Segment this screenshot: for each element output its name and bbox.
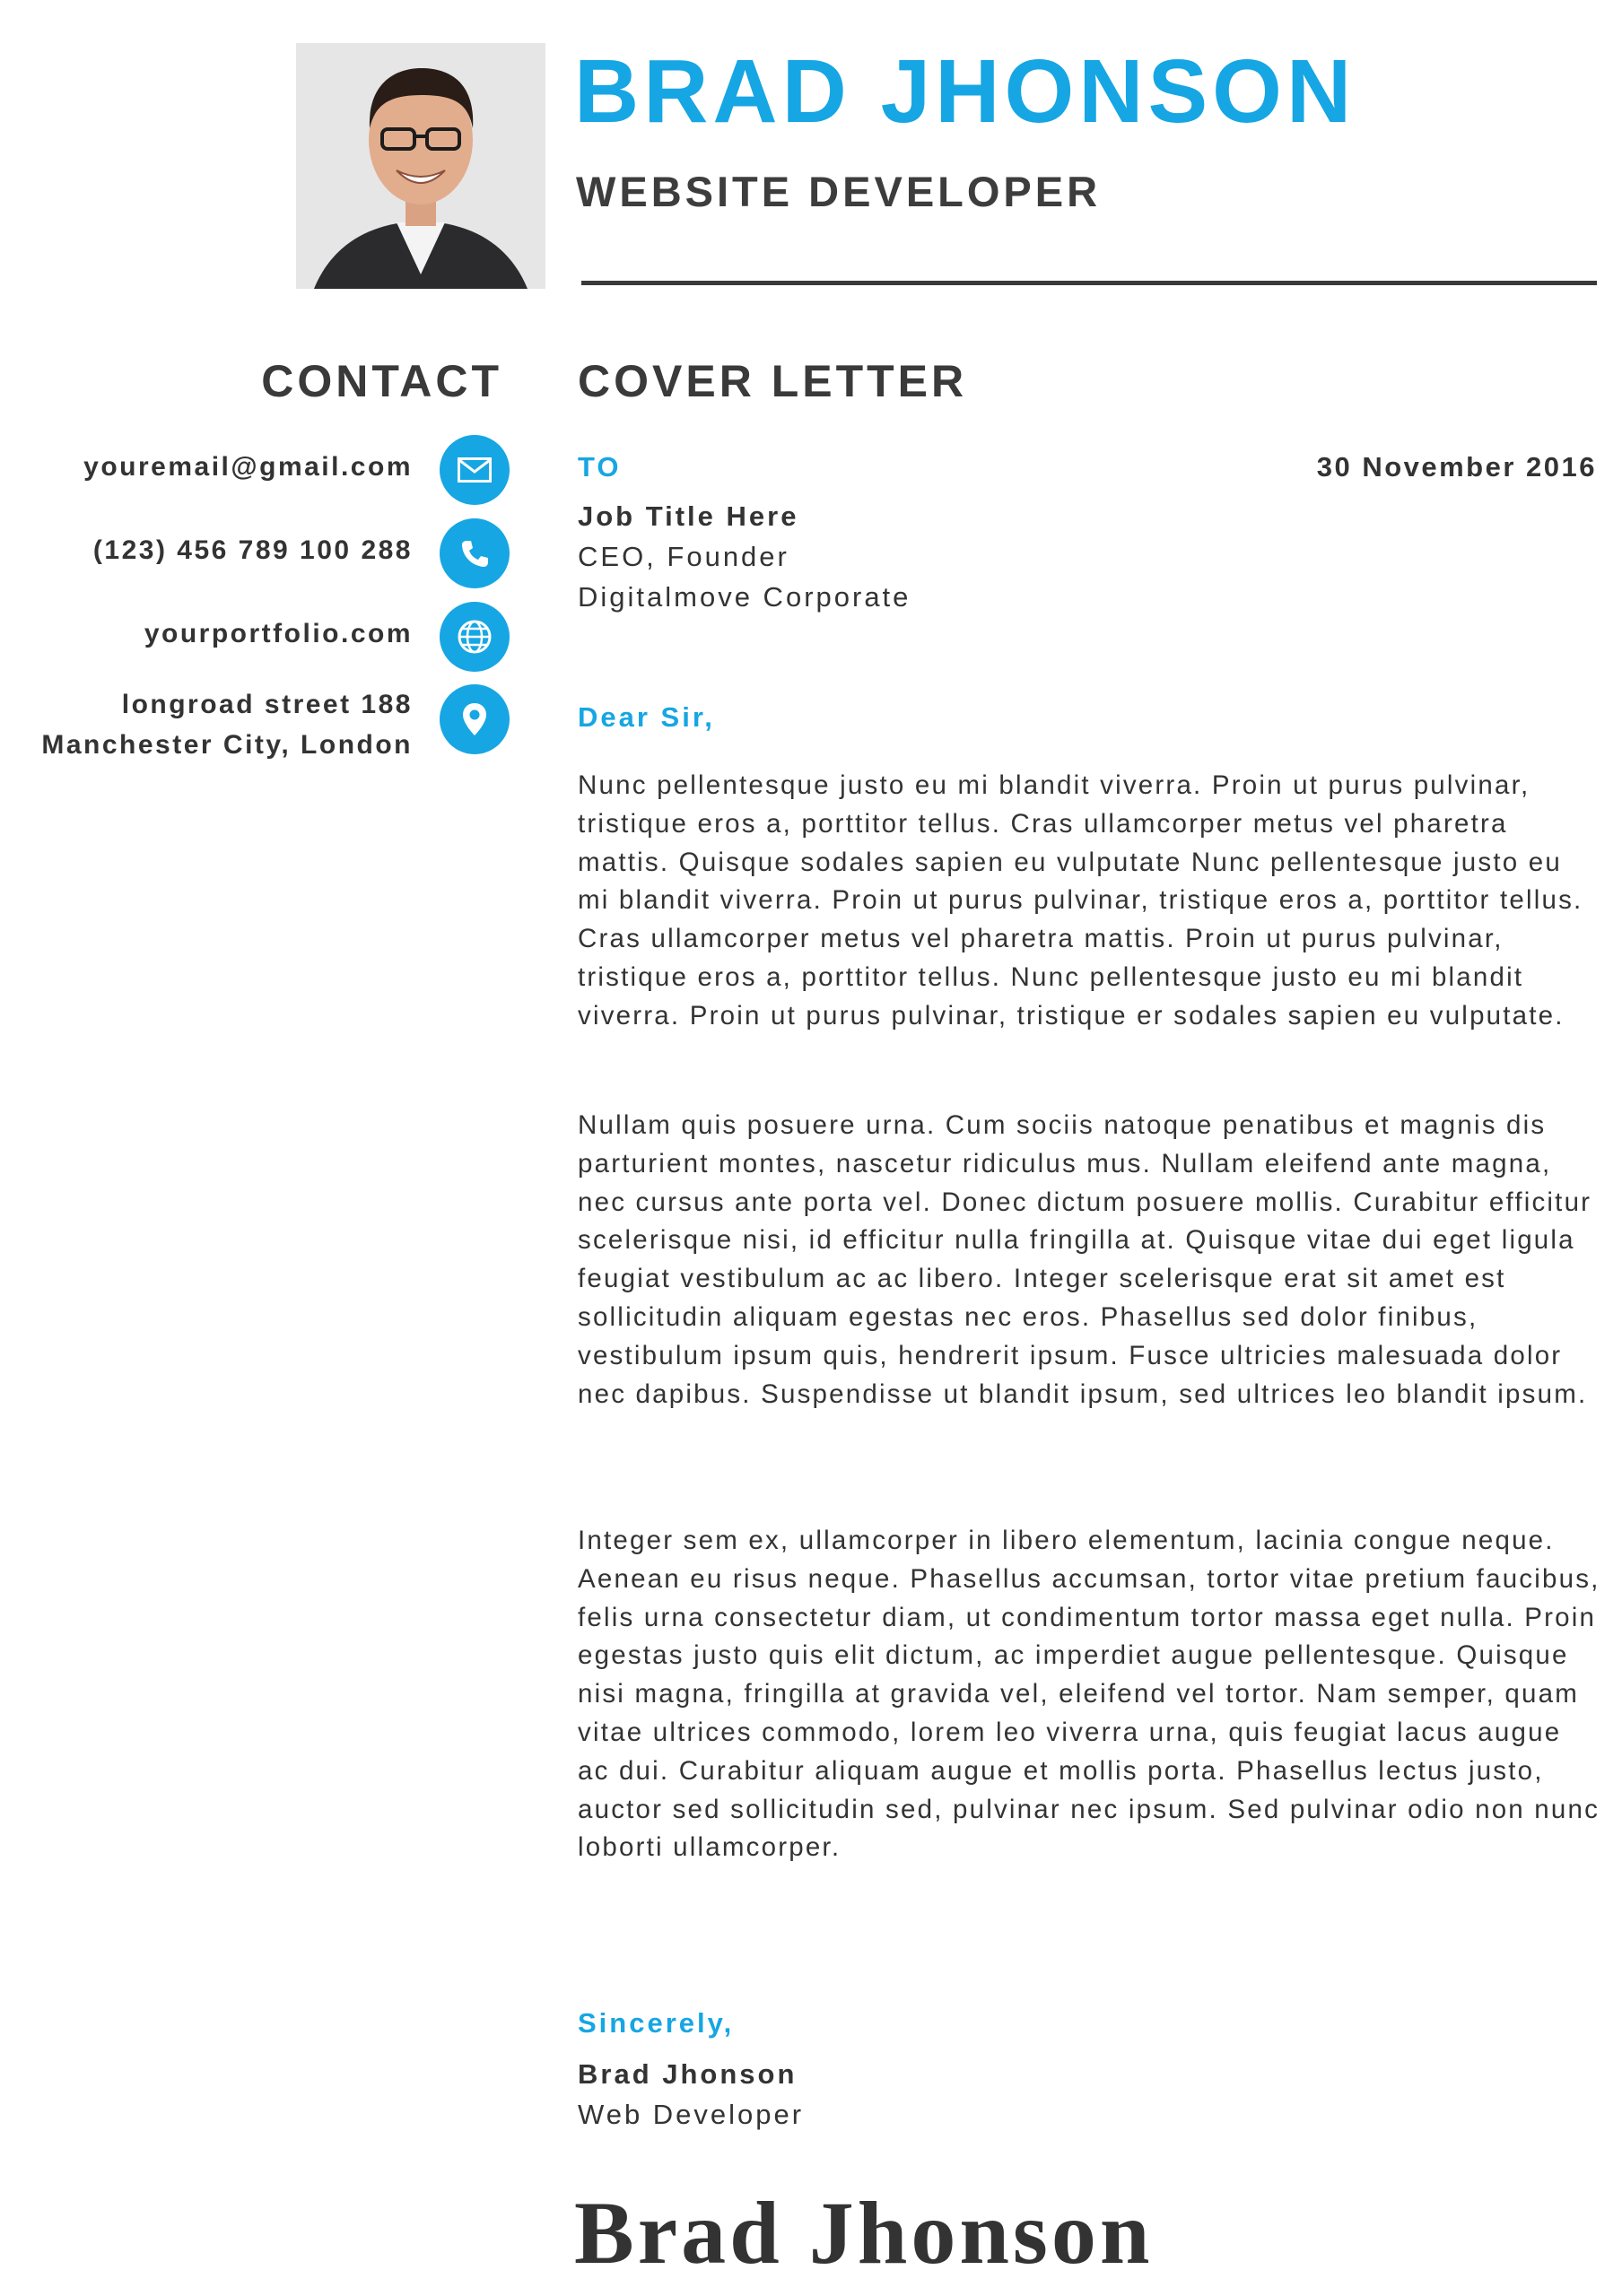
signature: Brad Jhonson [574,2183,1154,2283]
recipient-company: Digitalmove Corporate [578,581,911,613]
location-pin-icon [440,684,510,754]
letter-date: 30 November 2016 [1316,451,1597,483]
letter-paragraph-1: Nunc pellentesque justo eu mi blandit viverra. Proin ut purus pulvinar, tristique eros a, porttitor tellus. Cras ullamcorper metus vel pharetra mattis. Quisque sodales sapien eu vulputate Nunc pellentesque justo eu mi blandit viverra. Proin ut purus pulvinar, tristique eros a, porttitor tellus. Cras ullamcorper metus vel pharetra mattis. Proin ut purus pulvinar, tristique eros a, porttitor tellus. Nunc pellentesque justo eu mi blandit viverra. Proin ut purus pulvinar, tristique er sodales sapien eu vulputate. [578,770,1583,1031]
letter-paragraph-3: Integer sem ex, ullamcorper in libero elementum, lacinia congue neque. Aenean eu risus neque. Phasellus accumsan, tortor vitae pretium faucibus, felis urna consectetur diam, ut condimentum tortor massa eget nulla. Proin egestas justo quis elit dictum, ac imperdiet augue pellentesque. Quisque nisi magna, fringilla at gravida vel, eleifend vel tortor. Nam semper, quam vitae ultrices commodo, lorem leo viverra urna, quis feugiat lacus augue ac dui. Curabitur aliquam augue et mollis porta. Phasellus lectus justo, auctor sed sollicitudin sed, pulvinar nec ipsum. Sed pulvinar odio non nunc loborti ullamcorper. [578,1526,1600,1863]
profile-photo [296,43,545,289]
contact-website[interactable]: yourportfolio.com [144,619,413,648]
contact-address-line1: longroad street 188 [121,690,413,719]
contact-phone[interactable]: (123) 456 789 100 288 [92,535,413,565]
candidate-role: WEBSITE DEVELOPER [576,168,1102,215]
person-portrait-icon [296,43,545,289]
sender-role: Web Developer [578,2099,805,2130]
contact-heading: CONTACT [261,356,502,406]
contact-address-line2: Manchester City, London [41,730,413,760]
sender-name: Brad Jhonson [578,2058,798,2090]
header-divider [581,281,1597,285]
mail-icon [440,435,510,505]
cover-letter-heading: COVER LETTER [578,356,968,406]
contact-email[interactable]: youremail@gmail.com [83,452,413,482]
phone-icon [440,518,510,588]
salutation: Dear Sir, [578,701,715,733]
candidate-name: BRAD JHONSON [574,41,1356,142]
to-label: TO [578,451,622,483]
globe-icon [440,602,510,672]
letter-paragraph-2: Nullam quis posuere urna. Cum sociis natoque penatibus et magnis dis parturient montes, nascetur ridiculus mus. Nullam eleifend ante magna, nec cursus ante porta vel. Donec dictum posuere mollis. Curabitur efficitur scelerisque nisi, id efficitur nulla fringilla at. Quisque vitae dui eget ligula feugiat vestibulum ac ac libero. Integer scelerisque erat sit amet est sollicitudin aliquam egestas nec eros. Phasellus sed dolor finibus, vestibulum ipsum quis, hendrerit ipsum. Fusce ultricies malesuada dolor nec dapibus. Suspendisse ut blandit ipsum, sed ultrices leo blandit ipsum. [578,1110,1592,1409]
recipient-job-title: Job Title Here [578,500,799,532]
closing: Sincerely, [578,2007,735,2039]
recipient-role: CEO, Founder [578,541,789,572]
